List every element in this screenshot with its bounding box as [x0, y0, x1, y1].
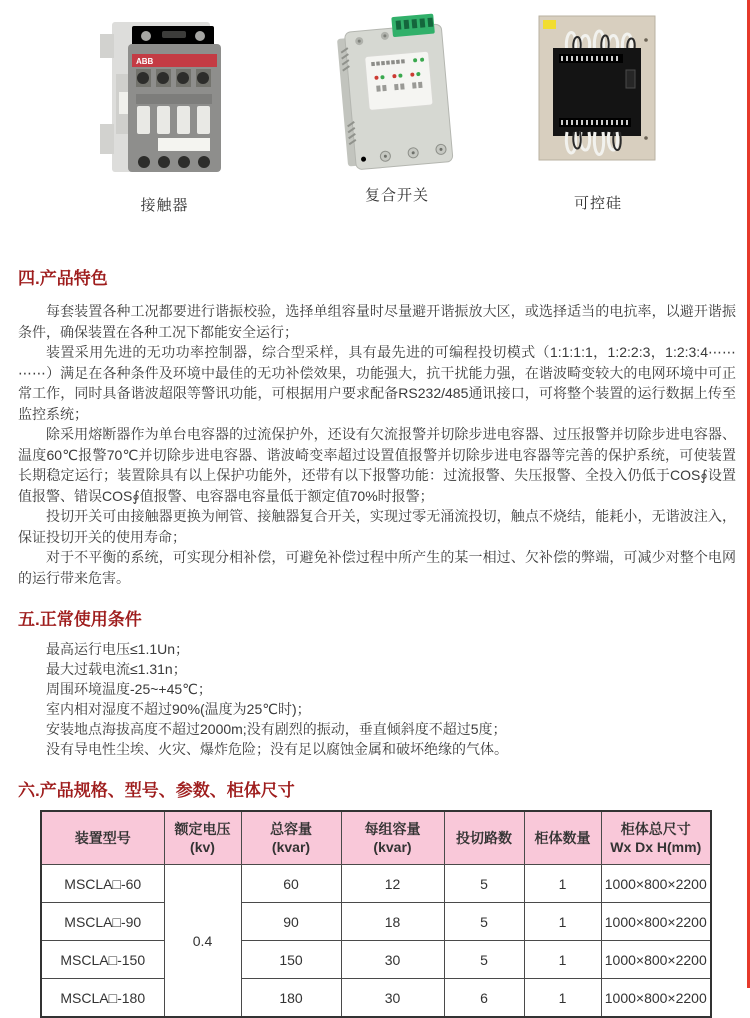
header-cell-cabinet-count: 柜体数量 — [524, 811, 601, 865]
spec-table-header-row — [41, 811, 711, 865]
cell-cabinet-count: 1 — [524, 903, 601, 941]
header-cell-cabinet-size: 柜体总尺寸 Wx Dx H(mm) — [601, 811, 711, 865]
cell-cabinet-size: 1000×800×2200 — [601, 865, 711, 903]
cell-total-capacity: 150 — [241, 941, 341, 979]
condition-item: 安装地点海拔高度不超过2000m;没有剧烈的振动，垂直倾斜度不超过5度； — [46, 721, 507, 737]
conditions-list — [46, 639, 736, 759]
cell-switching-steps: 6 — [444, 979, 524, 1018]
cell-cabinet-count: 1 — [524, 865, 601, 903]
section-title-features: 四.产品特色 — [18, 269, 108, 288]
thyristor-figure — [533, 12, 663, 212]
cell-cabinet-size: 1000×800×2200 — [601, 941, 711, 979]
feature-paragraph: 每套装置各种工况都要进行谐振校验，选择单组容量时尽量避开谐振放大区，或选择适当的电抗率，以避开谐振条件，确保装置在各种工况下都能安全运行； — [18, 303, 736, 340]
thyristor-image — [533, 12, 663, 167]
cell-cabinet-size: 1000×800×2200 — [601, 903, 711, 941]
spec-table — [40, 810, 712, 1018]
cell-total-capacity: 180 — [241, 979, 341, 1018]
cell-total-capacity: 90 — [241, 903, 341, 941]
header-cell-group-capacity: 每组容量 (kvar) — [341, 811, 444, 865]
feature-paragraph: 装置采用先进的无功功率控制器，综合型采样，具有最先进的可编程投切模式（1:1:1:1，1:2:2:3，1:2:3:4⋯⋯ ⋯⋯）满足在各种条件及环境中最佳的无功补偿效果，功能强大，抗干扰能力强，在谐波畸变较大的电网环境中可正常工作，同时具备谐波超限等警讯功能，可根据用户要求配备RS232/485通讯接口，可将整个装置的运行数据上传至监控系统； — [18, 344, 736, 422]
product-photo-row — [0, 0, 750, 214]
composite-switch-figure — [322, 4, 472, 204]
section-title-specs: 六.产品规格、型号、参数、柜体尺寸 — [18, 781, 295, 800]
header-cell-rated-voltage: 额定电压 (kv) — [164, 811, 241, 865]
cell-group-capacity: 30 — [341, 941, 444, 979]
cell-total-capacity: 60 — [241, 865, 341, 903]
cell-group-capacity: 30 — [341, 979, 444, 1018]
features-paragraphs — [18, 301, 736, 588]
cell-switching-steps: 5 — [444, 941, 524, 979]
cell-group-capacity: 18 — [341, 903, 444, 941]
product-caption-composite-switch: 复合开关 — [364, 187, 429, 204]
header-cell-model: 装置型号 — [41, 811, 164, 865]
svg-text:ABB: ABB — [136, 57, 154, 66]
condition-item: 最大过载电流≤1.31n； — [46, 661, 187, 677]
cell-cabinet-count: 1 — [524, 941, 601, 979]
feature-paragraph: 除采用熔断器作为单台电容器的过流保护外，还设有欠流报警并切除步进电容器、过压报警并切除步进电容器、温度60℃报警70℃并切除步进电容器、谐波崎变率超过设置值报警并切除步进电容器等完善的保护系统，可使装置长期稳定运行；装置除具有以上保护功能外，还带有以下报警功能：过流报警、失压报警、全投入仍低于COS∮设置值报警、错误COS∮值报警、电容器电容量低于额定值70%时报警； — [18, 426, 736, 504]
cell-switching-steps: 5 — [444, 865, 524, 903]
product-caption-contactor: 接触器 — [140, 197, 189, 214]
condition-item: 最高运行电压≤1.1Un； — [46, 641, 190, 657]
feature-paragraph: 投切开关可由接触器更换为闸管、接触器复合开关，实现过零无涌流投切，触点不烧结，能耗小，无谐波注入，保证投切开关的使用寿命； — [18, 508, 736, 545]
header-cell-total-capacity: 总容量 (kvar) — [241, 811, 341, 865]
cell-model: MSCLA□-60 — [41, 865, 164, 903]
cell-cabinet-size: 1000×800×2200 — [601, 979, 711, 1018]
cell-group-capacity: 12 — [341, 865, 444, 903]
table-row — [41, 903, 711, 941]
condition-item: 室内相对湿度不超过90%(温度为25℃时)； — [46, 701, 311, 717]
header-cell-switching-steps: 投切路数 — [444, 811, 524, 865]
cell-model: MSCLA□-150 — [41, 941, 164, 979]
table-row — [41, 865, 711, 903]
composite-switch-image — [322, 4, 472, 178]
table-row — [41, 941, 711, 979]
cell-rated-voltage: 0.4 — [164, 865, 241, 1018]
contactor-figure — [92, 14, 237, 214]
section-title-conditions: 五.正常使用条件 — [18, 610, 142, 629]
cell-model: MSCLA□-90 — [41, 903, 164, 941]
contactor-image — [92, 14, 237, 179]
condition-item: 周围环境温度-25~+45℃； — [46, 681, 212, 697]
cell-model: MSCLA□-180 — [41, 979, 164, 1018]
table-row — [41, 979, 711, 1018]
cell-switching-steps: 5 — [444, 903, 524, 941]
cell-cabinet-count: 1 — [524, 979, 601, 1018]
condition-item: 没有导电性尘埃、火灾、爆炸危险；没有足以腐蚀金属和破坏绝缘的气体。 — [46, 741, 508, 757]
feature-paragraph: 对于不平衡的系统，可实现分相补偿，可避免补偿过程中所产生的某一相过、欠补偿的弊端，可减少对整个电网的运行带来危害。 — [18, 549, 736, 586]
product-caption-thyristor: 可控硅 — [573, 195, 622, 212]
